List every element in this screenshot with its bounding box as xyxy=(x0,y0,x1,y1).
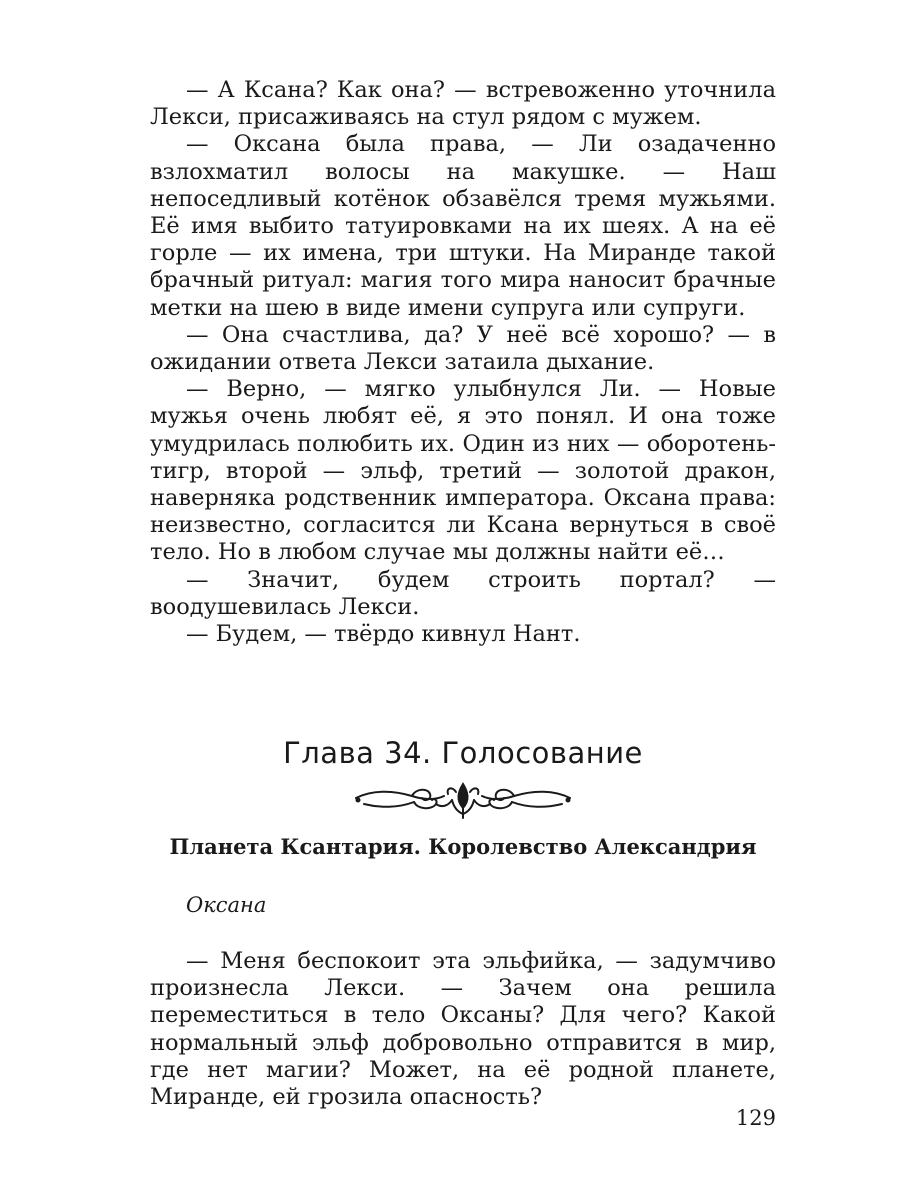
paragraph: — Меня беспокоит эта эльфийка, — задумчиво произнесла Лекси. — Зачем она решила переместиться в тело Оксаны? Для чего? Какой нормальный эльф добровольно отправится в мир, где нет магии? Может, на её родной планете, Миранде, ей грозила опасность? xyxy=(150,948,776,1111)
chapter-title: Глава 34. Голосование xyxy=(283,736,643,770)
paragraph: — Оксана была права, — Ли озадаченно взлохматил волосы на макушке. — Наш непоседливый котёнок обзавёлся тремя мужьями. Её имя выбито татуировками на их шеях. А на её горле — их имена, три штуки. На Миранде такой брачный ритуал: магия того мира наносит брачные метки на шею в виде имени супруга или супруги. xyxy=(150,131,776,321)
paragraph: — Значит, будем строить портал? — воодушевилась Лекси. xyxy=(150,566,776,620)
text-block-top xyxy=(150,77,776,648)
paragraph: — Верно, — мягко улыбнулся Ли. — Новые мужья очень любят её, я это понял. И она тоже умудрилась полюбить их. Один из них — оборотень-тигр, второй — эльф, третий — золотой дракон, наверняка родственник императора. Оксана права: неизвестно, согласится ли Ксана вернуться в своё тело. Но в любом случае мы должны найти её… xyxy=(150,376,776,566)
page-number: 129 xyxy=(735,1106,776,1130)
decorative-flourish-icon xyxy=(352,778,574,822)
paragraph: — А Ксана? Как она? — встревоженно уточнила Лекси, присаживаясь на стул рядом с мужем. xyxy=(150,77,776,131)
chapter-subtitle: Планета Ксантария. Королевство Александрия xyxy=(169,834,757,859)
paragraph: — Будем, — твёрдо кивнул Нант. xyxy=(186,621,581,648)
paragraph: — Она счастлива, да? У неё всё хорошо? — в ожидании ответа Лекси затаила дыхание. xyxy=(150,321,776,376)
text-block-bottom xyxy=(150,948,776,1111)
pov-character: Оксана xyxy=(186,893,267,917)
